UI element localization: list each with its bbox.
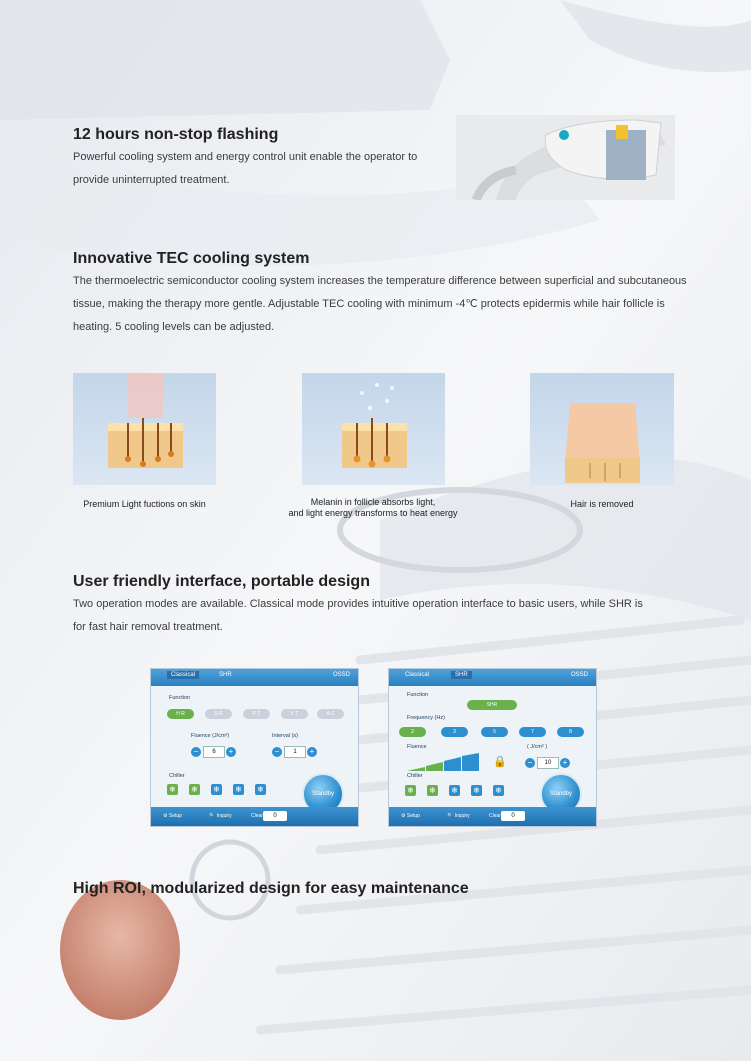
handpiece-photo (456, 115, 675, 200)
chiller-label: Chiller (407, 773, 423, 779)
section-title-flashing: 12 hours non-stop flashing (73, 126, 279, 143)
frequency-3-button[interactable]: 3 (441, 727, 468, 737)
shot-counter: 0 (263, 811, 287, 821)
interval-minus-button[interactable]: − (272, 747, 282, 757)
fluence-value: 10 (537, 757, 559, 769)
function-label: Function (169, 695, 191, 701)
chiller-level-1-icon[interactable]: ❄ (405, 785, 416, 796)
interval-label: Interval (s) (272, 733, 298, 739)
brand-logo: OSSD (332, 672, 350, 678)
function-hr-button[interactable]: H R (167, 709, 194, 719)
skin-illustration-2 (302, 373, 445, 485)
skin-illustration-1 (73, 373, 216, 485)
section-title-tec: Innovative TEC cooling system (73, 250, 310, 267)
screen-bottom-bar (151, 807, 358, 826)
section-text-line: The thermoelectric semiconductor cooling system increases the temperature difference between superficial and subcutaneous (73, 275, 687, 287)
function-vt-button[interactable]: V T (281, 709, 308, 719)
chiller-level-4-icon[interactable]: ❄ (471, 785, 482, 796)
setup-label: Setup (406, 813, 420, 819)
screen-tab-bar (389, 669, 596, 686)
section-title-interface: User friendly interface, portable design (73, 573, 370, 590)
fluence-value: 6 (203, 746, 225, 758)
frequency-8-button[interactable]: 8 (557, 727, 584, 737)
section-text-line: tissue, making the therapy more gentle. Adjustable TEC cooling with minimum -4℃ protects epidermis while hair follicle is (73, 298, 665, 310)
section-text-line: Two operation modes are available. Classical mode provides intuitive operation interface to basic users, while SHR is (73, 598, 643, 610)
chiller-level-3-icon[interactable]: ❄ (211, 784, 222, 795)
caption-line: and light energy transforms to heat energy (288, 508, 458, 518)
skin-caption-1 (73, 499, 216, 510)
fluence-label: Fluence (J/cm²) (191, 733, 230, 739)
section-title-roi: High ROI, modularized design for easy maintenance (73, 880, 469, 897)
chiller-label: Chiller (169, 773, 185, 779)
function-pt-button[interactable]: P T (243, 709, 270, 719)
screen-tab-bar (151, 669, 358, 686)
brand-logo: OSSD (570, 672, 588, 678)
frequency-2-button[interactable]: 2 (399, 727, 426, 737)
chiller-level-1-icon[interactable]: ❄ (167, 784, 178, 795)
frequency-7-button[interactable]: 7 (519, 727, 546, 737)
interval-plus-button[interactable]: + (307, 747, 317, 757)
skin-caption-3 (530, 499, 674, 510)
chiller-level-5-icon[interactable]: ❄ (255, 784, 266, 795)
fluence-level-indicator (407, 753, 479, 771)
chiller-level-2-icon[interactable]: ❄ (427, 785, 438, 796)
section-text-line: Powerful cooling system and energy control unit enable the operator to (73, 151, 418, 163)
inquiry-label: Inquiry (454, 813, 470, 819)
frequency-5-button[interactable]: 5 (481, 727, 508, 737)
function-shr-button[interactable]: SHR (467, 700, 517, 710)
clear-label[interactable]: Clear (251, 813, 263, 819)
interval-value: 1 (284, 746, 306, 758)
clear-label[interactable]: Clear (489, 813, 501, 819)
setup-button[interactable]: ⚙ Setup (401, 813, 420, 819)
standby-button[interactable]: Standby (540, 773, 582, 815)
chiller-level-5-icon[interactable]: ❄ (493, 785, 504, 796)
fluence-plus-button[interactable]: + (226, 747, 236, 757)
frequency-label: Frequency (Hz) (407, 715, 445, 721)
shot-counter: 0 (501, 811, 525, 821)
section-text-line: provide uninterrupted treatment. (73, 174, 230, 186)
inquiry-button[interactable]: 🔍 Inquiry (447, 813, 470, 819)
section-text-line: heating. 5 cooling levels can be adjusted. (73, 321, 275, 333)
inquiry-button[interactable]: 🔍 Inquiry (209, 813, 232, 819)
section-text-line: for fast hair removal treatment. (73, 621, 223, 633)
fluence-plus-button[interactable]: + (560, 758, 570, 768)
function-ac-button[interactable]: A C (317, 709, 344, 719)
caption-line: Melanin in follicle absorbs light, (310, 497, 436, 507)
chiller-level-2-icon[interactable]: ❄ (189, 784, 200, 795)
tab-shr[interactable]: SHR (451, 671, 472, 679)
fluence-minus-button[interactable]: − (191, 747, 201, 757)
function-sr-button[interactable]: S R (205, 709, 232, 719)
function-label: Function (407, 692, 429, 698)
fluence-minus-button[interactable]: − (525, 758, 535, 768)
screen-bottom-bar (389, 807, 596, 826)
lock-icon[interactable]: 🔒 (493, 756, 507, 768)
chiller-level-3-icon[interactable]: ❄ (449, 785, 460, 796)
standby-button[interactable]: Standby (302, 773, 344, 815)
caption-line: Hair is removed (570, 499, 634, 509)
skin-caption-2 (273, 497, 473, 519)
skin-illustration-3 (530, 373, 674, 485)
setup-button[interactable]: ⚙ Setup (163, 813, 182, 819)
chiller-level-4-icon[interactable]: ❄ (233, 784, 244, 795)
fluence-unit: ( J/cm² ) (527, 744, 548, 750)
shr-mode-screen (388, 668, 597, 827)
inquiry-label: Inquiry (216, 813, 232, 819)
fluence-label: Fluence (407, 744, 427, 750)
tab-classical[interactable]: Classical (167, 671, 199, 679)
setup-label: Setup (168, 813, 182, 819)
classical-mode-screen (150, 668, 359, 827)
tab-classical[interactable]: Classical (405, 672, 430, 678)
tab-shr[interactable]: SHR (219, 672, 232, 678)
caption-line: Premium Light fuctions on skin (83, 499, 206, 509)
